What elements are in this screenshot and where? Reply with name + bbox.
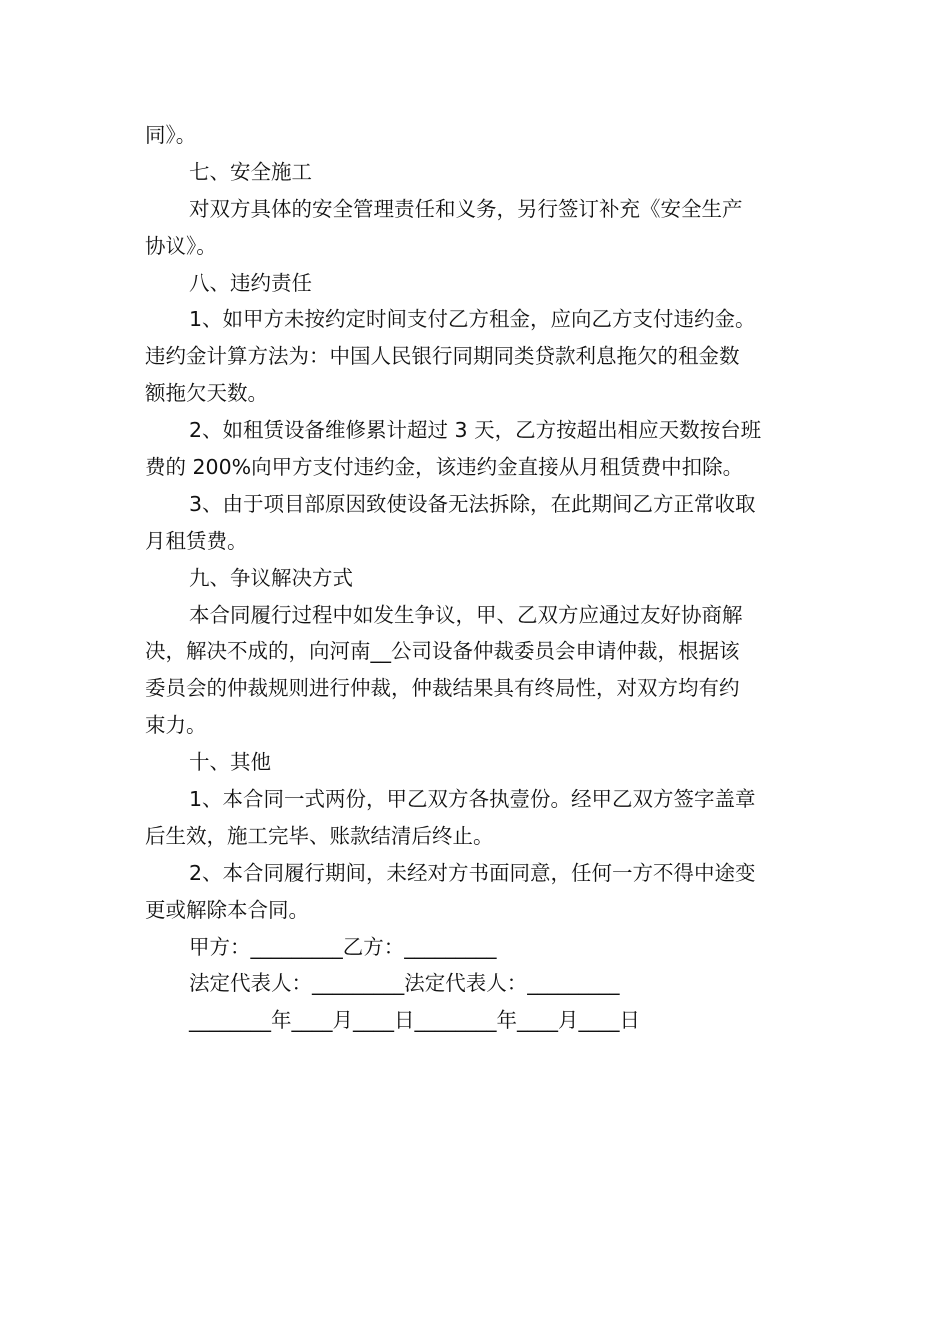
section-heading-safety: 七、安全施工 <box>189 159 312 184</box>
section-heading-dispute: 九、争议解决方式 <box>189 565 353 590</box>
signature-representatives-line: 法定代表人：_________法定代表人：_________ <box>189 971 620 996</box>
text-line: 1、如甲方未按约定时间支付乙方租金，应向乙方支付违约金。 <box>189 307 756 332</box>
text-line: 2、如租赁设备维修累计超过 3 天，乙方按超出相应天数按台班 <box>189 418 762 443</box>
contract-body <box>145 117 810 1039</box>
text-line: 本合同履行过程中如发生争议，甲、乙双方应通过友好协商解 <box>189 602 743 627</box>
text-line: 同》。 <box>145 123 197 147</box>
text-line: 违约金计算方法为：中国人民银行同期同类贷款利息拖欠的租金数 <box>145 344 740 369</box>
section-heading-breach: 八、违约责任 <box>189 270 312 295</box>
text-line: 额拖欠天数。 <box>145 381 268 406</box>
text-line: 协议》。 <box>145 233 217 258</box>
signature-dates-line: ________年____月____日________年____月____日 <box>189 1008 640 1033</box>
text-line: 2、本合同履行期间，未经对方书面同意，任何一方不得中途变 <box>189 860 756 885</box>
signature-parties-line: 甲方：_________乙方：_________ <box>189 934 497 959</box>
text-line: 决，解决不成的，向河南__公司设备仲裁委员会申请仲裁，根据该 <box>145 639 740 664</box>
section-heading-other: 十、其他 <box>189 750 271 775</box>
text-line: 束力。 <box>145 713 207 738</box>
text-line: 对双方具体的安全管理责任和义务，另行签订补充《安全生产 <box>189 196 743 221</box>
text-line: 委员会的仲裁规则进行仲裁，仲裁结果具有终局性，对双方均有约 <box>145 676 740 701</box>
text-line: 1、本合同一式两份，甲乙双方各执壹份。经甲乙双方签字盖章 <box>189 787 756 812</box>
text-line: 费的 200%向甲方支付违约金，该违约金直接从月租赁费中扣除。 <box>145 455 744 480</box>
text-line: 后生效，施工完毕、账款结清后终止。 <box>145 823 494 848</box>
text-line: 3、由于项目部原因致使设备无法拆除，在此期间乙方正常收取 <box>189 491 756 516</box>
text-line: 月租赁费。 <box>145 528 248 553</box>
text-line: 更或解除本合同。 <box>145 897 309 922</box>
